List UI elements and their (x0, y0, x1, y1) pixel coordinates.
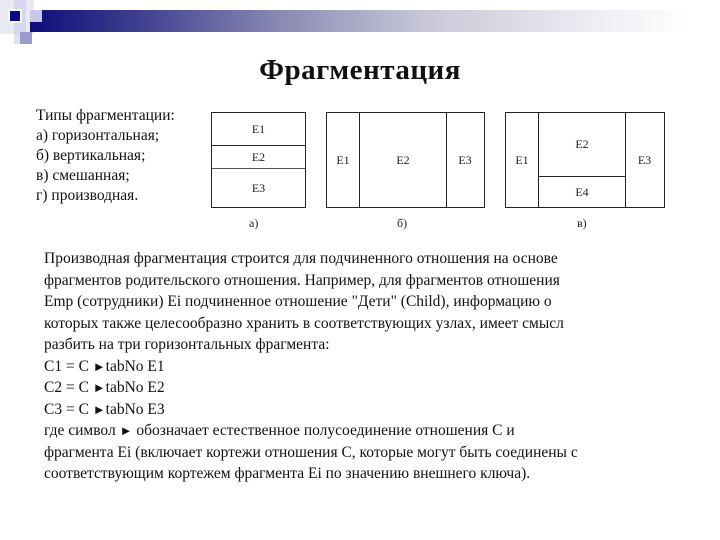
fragment-cell: E2 (212, 146, 305, 169)
formula-line: C1 = C ►tabNo E1 (44, 357, 165, 375)
fragment-cell: E1 (212, 113, 305, 146)
fragment-cell: E4 (539, 177, 626, 207)
text-line: которых также целесообразно хранить в соответствующих узлах, имеет смысл (44, 314, 564, 332)
slide-title: Фрагментация (259, 54, 461, 86)
fragmentation-types-list (36, 106, 175, 206)
fragment-cell: E1 (327, 113, 360, 207)
fragment-cell: E3 (637, 152, 652, 167)
text-line: фрагмента Ei (включает кортежи отношения C, которые могут быть соединены с (44, 443, 578, 461)
diagram-mixed (505, 112, 665, 208)
diagram-vertical (326, 112, 485, 208)
decor-square-mid (20, 32, 32, 44)
type-item: а) горизонтальная; (36, 127, 160, 144)
type-item: б) вертикальная; (36, 147, 146, 164)
fragment-cell: E3 (458, 152, 472, 167)
type-item: г) производная. (36, 187, 139, 204)
fragment-cell: E1 (506, 113, 539, 207)
diagram-caption: а) (249, 216, 259, 230)
text-line: фрагментов родительского отношения. Например, для фрагментов отношения (44, 271, 560, 289)
text-line: разбить на три горизонтальных фрагмента: (44, 336, 330, 353)
text-line: Emp (сотрудники) Ei подчиненное отношение "Дети" (Child), информацию о (44, 293, 552, 310)
semijoin-icon: ► (92, 358, 106, 374)
header-gradient-bar (30, 10, 690, 32)
decor-square-light (30, 10, 42, 22)
semijoin-icon: ► (119, 423, 133, 438)
diagram-horizontal (211, 112, 306, 208)
fragment-cell: E3 (251, 180, 266, 195)
diagram-caption: в) (577, 216, 587, 230)
fragment-cell: E2 (539, 113, 626, 177)
text-line: Производная фрагментация строится для подчиненного отношения на основе (44, 250, 558, 267)
semijoin-icon: ► (92, 401, 106, 417)
type-item: в) смешанная; (36, 167, 130, 184)
derived-fragmentation-text (44, 248, 684, 485)
decor-square-dark (8, 9, 22, 23)
formula-line: C2 = C ►tabNo E2 (44, 379, 165, 396)
explanation-line: где символ ► обозначает естественное полусоединение отношения C и (44, 422, 515, 439)
semijoin-icon: ► (92, 380, 106, 395)
types-heading: Типы фрагментации: (36, 107, 175, 124)
formula-line: C3 = C ►tabNo E3 (44, 400, 165, 418)
diagram-caption: б) (397, 216, 408, 230)
fragment-cell: E2 (360, 113, 447, 207)
text-line: соответствующим кортежем фрагмента Ei по значению внешнего ключа). (44, 465, 531, 482)
